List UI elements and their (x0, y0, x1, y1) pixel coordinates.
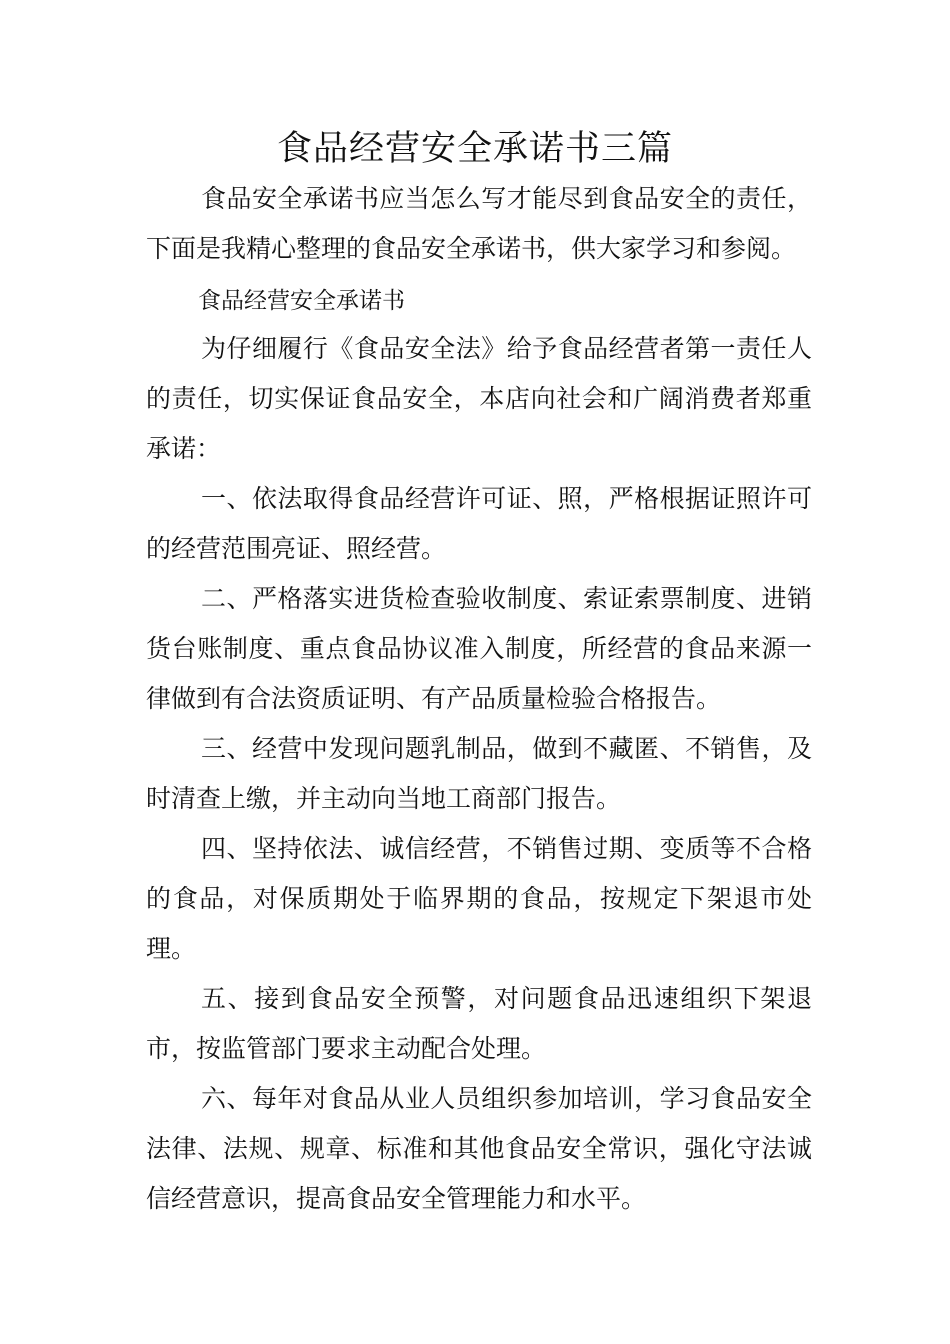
commitment-item-4: 四、坚持依法、诚信经营，不销售过期、变质等不合格的食品，对保质期处于临界期的食品，按规定下架退市处理。 (146, 834, 812, 963)
commitment-item-3: 三、经营中发现问题乳制品，做到不藏匿、不销售，及时清查上缴，并主动向当地工商部门报告。 (146, 734, 812, 813)
commitment-item-2: 二、严格落实进货检查验收制度、索证索票制度、进销货台账制度、重点食品协议准入制度，所经营的食品来源一律做到有合法资质证明、有产品质量检验合格报告。 (146, 584, 812, 713)
document-title: 食品经营安全承诺书三篇 (276, 129, 673, 169)
commitment-item-6: 六、每年对食品从业人员组织参加培训，学习食品安全法律、法规、规章、标准和其他食品安全常识，强化守法诚信经营意识，提高食品安全管理能力和水平。 (146, 1084, 812, 1213)
commitment-item-5: 五、接到食品安全预警，对问题食品迅速组织下架退市，按监管部门要求主动配合处理。 (146, 984, 812, 1063)
document-body (146, 174, 812, 1224)
preamble-paragraph: 为仔细履行《食品安全法》给予食品经营者第一责任人的责任，切实保证食品安全，本店向社会和广阔消费者郑重承诺： (146, 334, 812, 463)
section-heading: 食品经营安全承诺书 (198, 288, 405, 314)
commitment-item-1: 一、依法取得食品经营许可证、照，严格根据证照许可的经营范围亮证、照经营。 (146, 484, 812, 563)
intro-paragraph: 食品安全承诺书应当怎么写才能尽到食品安全的责任，下面是我精心整理的食品安全承诺书，供大家学习和参阅。 (146, 184, 812, 263)
